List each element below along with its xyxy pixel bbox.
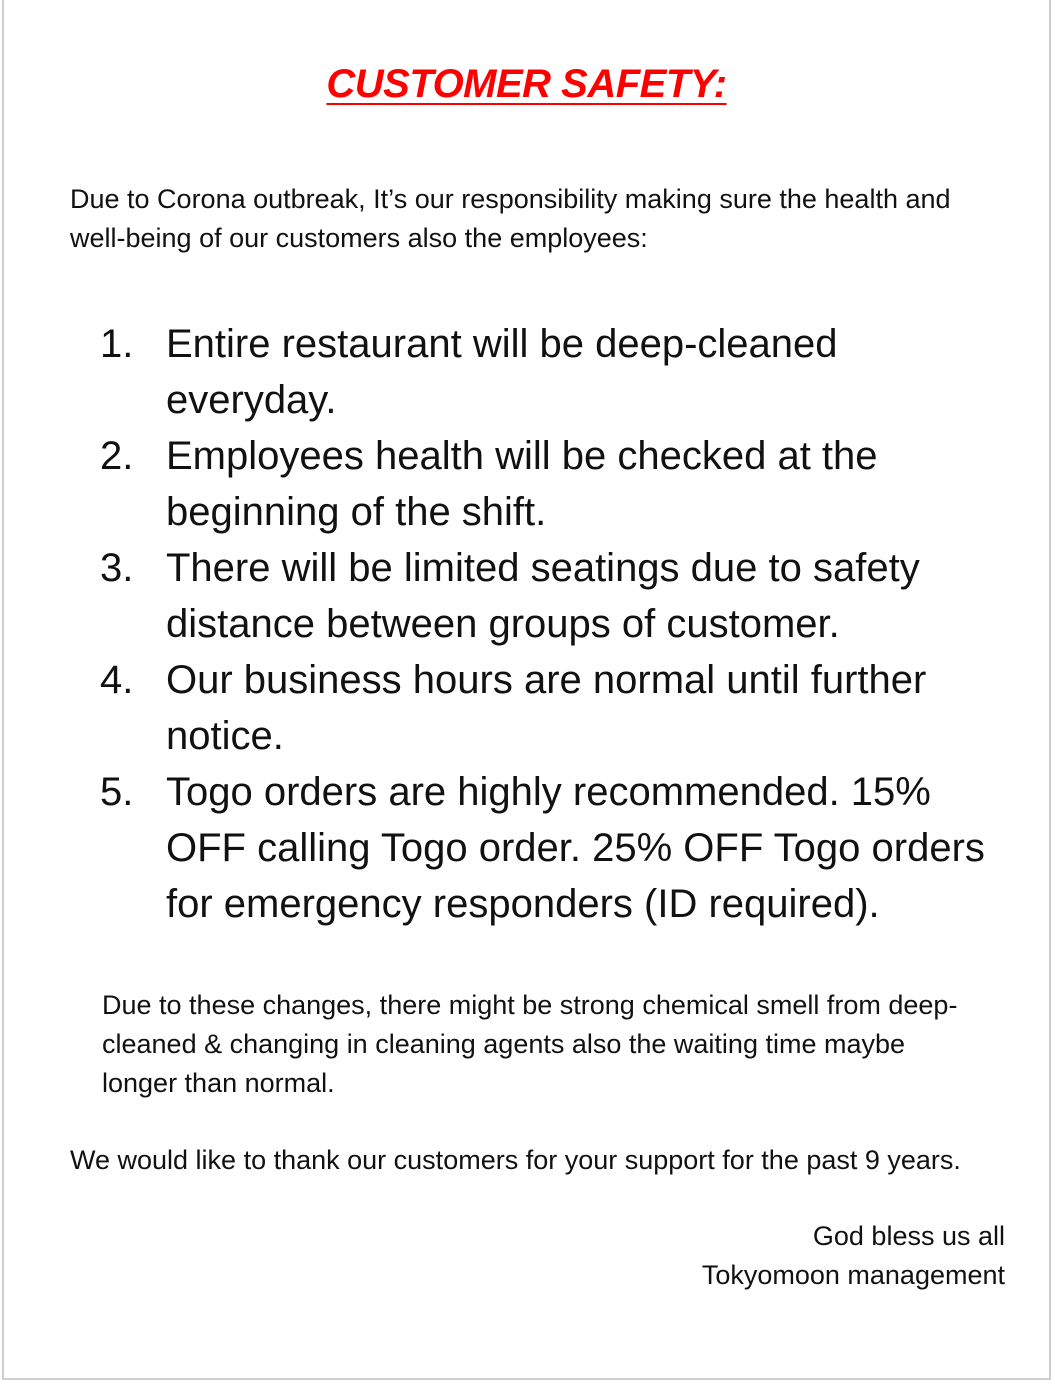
rule-number: 5. [100,770,134,814]
rule-text: There will be limited seatings due to safety distance between groups of customer. [166,546,920,646]
rule-item-2 [100,428,1010,540]
rule-item-5 [100,764,1010,932]
rule-number: 3. [100,546,134,590]
rule-text: Our business hours are normal until further notice. [166,658,927,758]
signoff [702,1217,1005,1295]
rule-item-4 [100,652,1010,764]
thanks-paragraph: We would like to thank our customers for your support for the past 9 years. [70,1145,961,1175]
intro-paragraph: Due to Corona outbreak, It’s our responsibility making sure the health and well-being of our customers also the employees: [70,184,951,253]
rule-item-3 [100,540,1010,652]
signature-line: Tokyomoon management [701,1260,1005,1290]
rule-text: Entire restaurant will be deep-cleaned everyday. [166,322,838,422]
safety-rules-list [100,316,1010,932]
notice-page [2,0,1051,1380]
notice-title [4,62,1049,107]
notice-title-text: CUSTOMER SAFETY: [326,62,727,106]
changes-note: Due to these changes, there might be strong chemical smell from deep-cleaned & changing in cleaning agents also the waiting time maybe longer than normal. [102,990,958,1098]
rule-number: 2. [100,434,134,478]
rule-text: Employees health will be checked at the beginning of the shift. [166,434,878,534]
rule-number: 4. [100,658,134,702]
rule-item-1 [100,316,1010,428]
blessing-line: God bless us all [812,1221,1005,1251]
rule-text: Togo orders are highly recommended. 15% OFF calling Togo order. 25% OFF Togo orders for emergency responders (ID required). [166,770,985,926]
rule-number: 1. [100,322,134,366]
